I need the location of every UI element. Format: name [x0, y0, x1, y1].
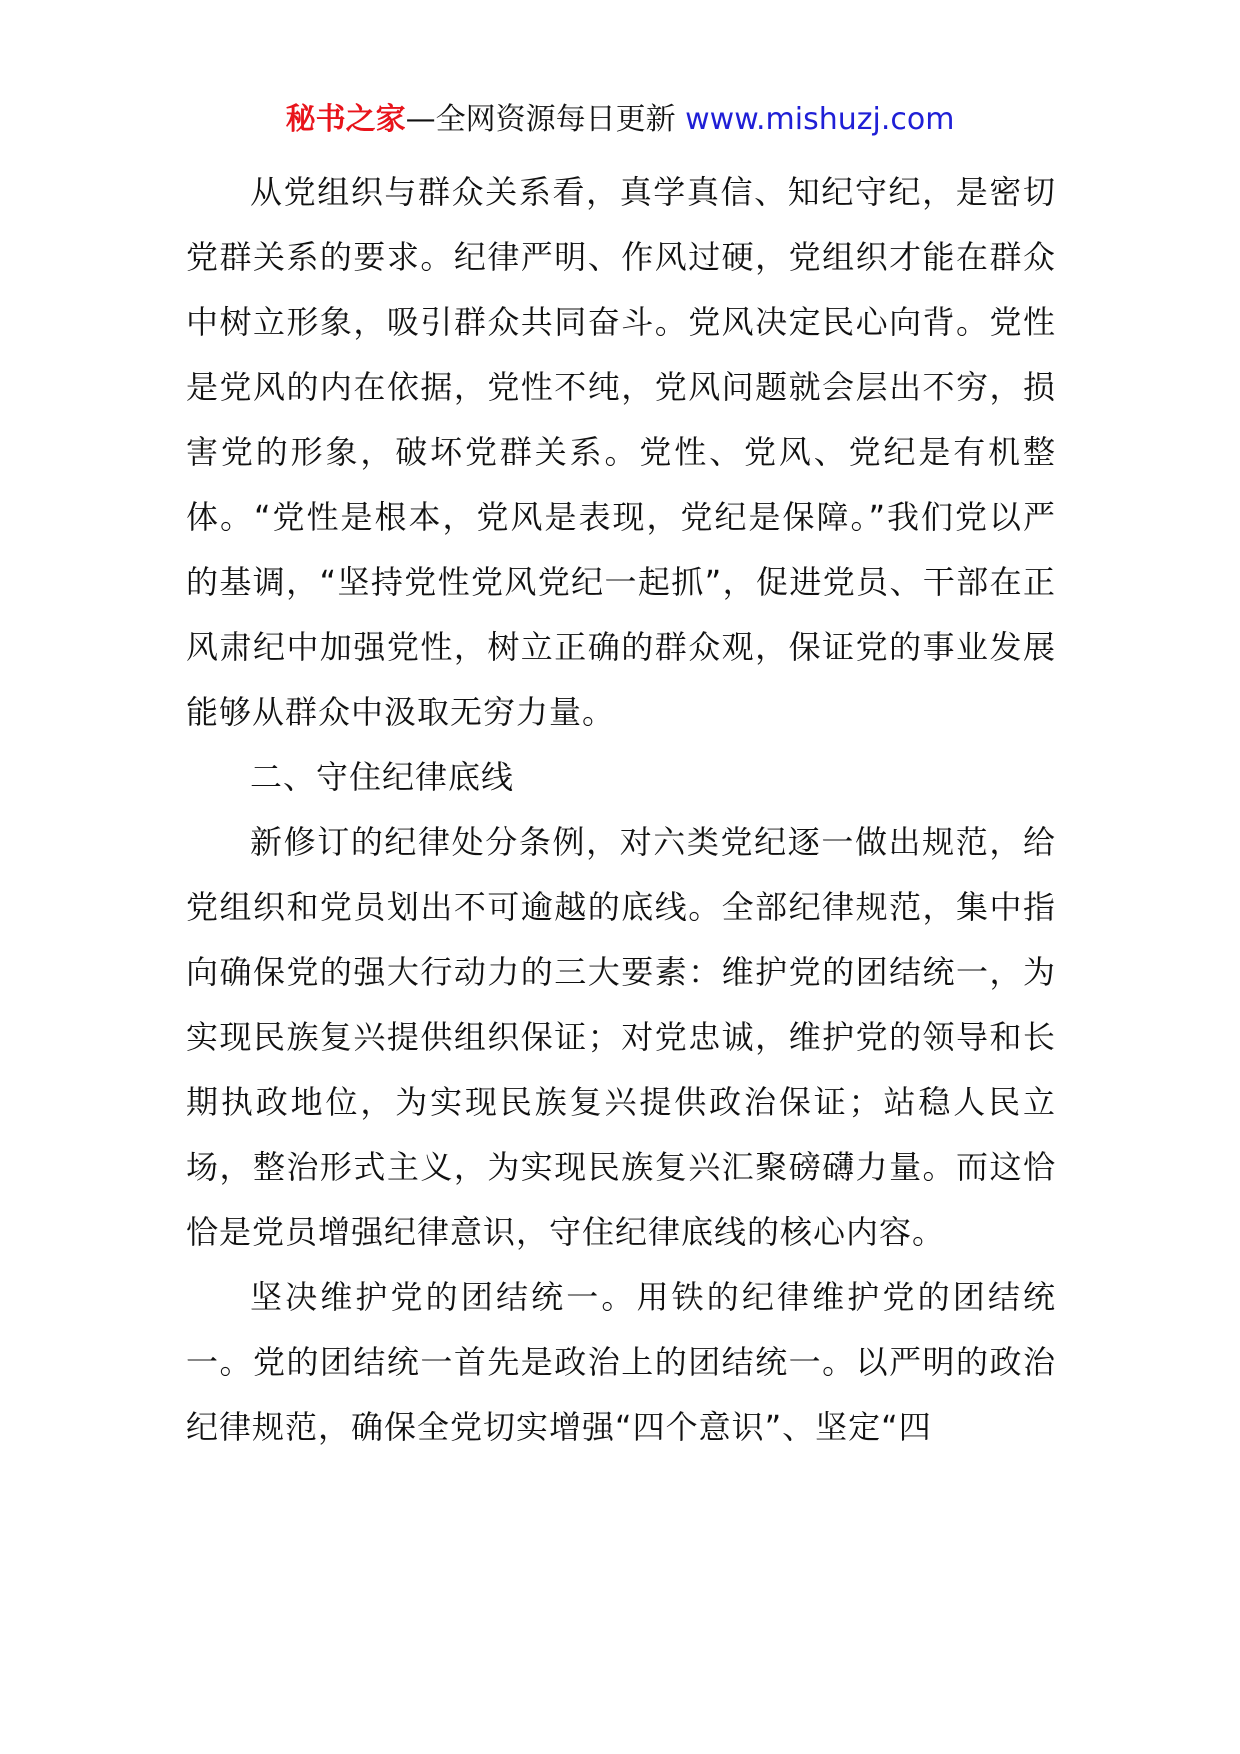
- header-tagline: —全网资源每日更新: [405, 102, 686, 137]
- paragraph-party-unity: 坚决维护党的团结统一。用铁的纪律维护党的团结统一。党的团结统一首先是政治上的团结统一。以严明的政治纪律规范，确保全党切实增强“四个意识”、坚定“四: [186, 1278, 1056, 1446]
- paragraph-party-mass-relations: 从党组织与群众关系看，真学真信、知纪守纪，是密切党群关系的要求。纪律严明、作风过硬，党组织才能在群众中树立形象，吸引群众共同奋斗。党风决定民心向背。党性是党风的内在依据，党性不纯，党风问题就会层出不穷，损害党的形象，破坏党群关系。党性、党风、党纪是有机整体。“党性是根本，党风是表现，党纪是保障。”我们党以严的基调，“坚持党性党风党纪一起抓”，促进党员、干部在正风肃纪中加强党性，树立正确的群众观，保证党的事业发展能够从群众中汲取无穷力量。: [186, 173, 1056, 731]
- section-heading-discipline-bottom-line: 二、守住纪律底线: [250, 758, 515, 796]
- document-body: [186, 160, 1056, 1460]
- site-url-link[interactable]: www.mishuzj.com: [685, 102, 955, 137]
- page-header: [0, 100, 1240, 140]
- site-brand: 秘书之家: [285, 102, 406, 137]
- paragraph-discipline-regulations: 新修订的纪律处分条例，对六类党纪逐一做出规范，给党组织和党员划出不可逾越的底线。全部纪律规范，集中指向确保党的强大行动力的三大要素：维护党的团结统一，为实现民族复兴提供组织保证；对党忠诚，维护党的领导和长期执政地位，为实现民族复兴提供政治保证；站稳人民立场，整治形式主义，为实现民族复兴汇聚磅礴力量。而这恰恰是党员增强纪律意识，守住纪律底线的核心内容。: [186, 823, 1056, 1251]
